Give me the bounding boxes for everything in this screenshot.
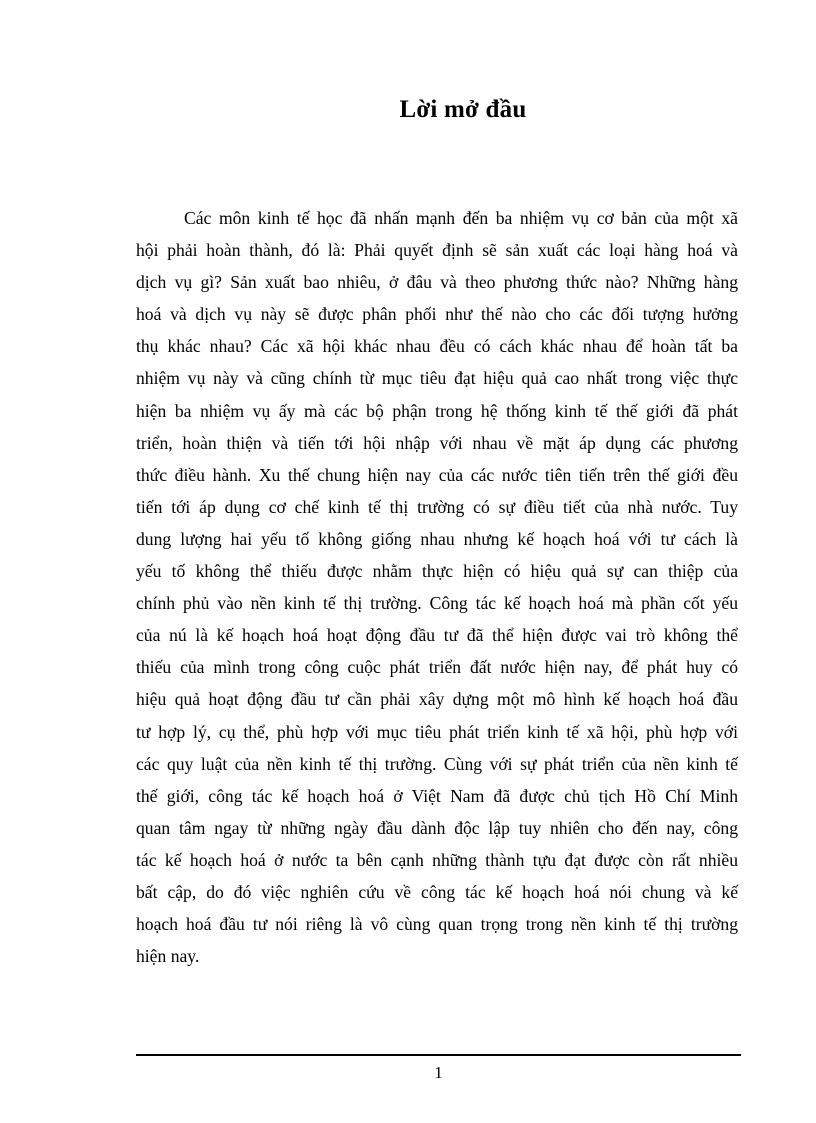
paragraph-line: thụ khác nhau? Các xã hội khác nhau đều có cách khác nhau để hoàn tất ba [136,336,738,357]
paragraph-line: bất cập, do đó việc nghiên cứu về công tác kế hoạch hoá nói chung và kế [136,881,738,902]
paragraph-line: các quy luật của nền kinh tế thị trường. Cùng với sự phát triển của nền kinh tế [136,753,738,774]
paragraph-line: dung lượng hai yếu tố không giống nhau nhưng kế hoạch hoá với tư cách là [136,528,738,549]
paragraph-line: triển, hoàn thiện và tiến tới hội nhập với nhau về mặt áp dụng các phương [136,432,738,453]
paragraph-line: thế giới, công tác kế hoạch hoá ở Việt Nam đã được chủ tịch Hồ Chí Minh [136,785,738,806]
paragraph-line: thiếu của mình trong công cuộc phát triển đất nước hiện nay, để phát huy có [136,657,738,678]
paragraph-line: của nú là kế hoạch hoá hoạt động đầu tư đã thể hiện được vai trò không thể [136,625,738,646]
intro-paragraph [136,204,738,974]
paragraph-line: Các môn kinh tế học đã nhấn mạnh đến ba nhiệm vụ cơ bản của một xã [184,208,738,228]
paragraph-line: nhiệm vụ này và cũng chính từ mục tiêu đạt hiệu quả cao nhất trong việc thực [136,368,738,389]
paragraph-line: hoạch hoá đầu tư nói riêng là vô cùng quan trọng trong nền kinh tế thị trường [136,914,738,935]
paragraph-line: dịch vụ gì? Sản xuất bao nhiêu, ở đâu và theo phương thức nào? Những hàng [136,272,738,293]
paragraph-line: hoá và dịch vụ này sẽ được phân phối như thế nào cho các đối tượng hưởng [136,304,738,325]
paragraph-line: quan tâm ngay từ những ngày đầu dành độc lập tuy nhiên cho đến nay, công [136,817,738,838]
paragraph-line: hiện nay. [136,946,200,967]
paragraph-line: hội phải hoàn thành, đó là: Phải quyết định sẽ sản xuất các loại hàng hoá và [136,240,738,261]
paragraph-line: tiến tới áp dụng cơ chế kinh tế thị trường có sự điều tiết của nhà nước. Tuy [136,496,738,517]
paragraph-line: thức điều hành. Xu thế chung hiện nay của các nước tiên tiến trên thế giới đều [136,464,738,485]
paragraph-line: hiệu quả hoạt động đầu tư cần phải xây dựng một mô hình kế hoạch hoá đầu [136,689,738,710]
paragraph-line: tác kế hoạch hoá ở nước ta bên cạnh những thành tựu đạt được còn rất nhiều [136,849,738,870]
footer-divider [136,1054,741,1056]
paragraph-line: tư hợp lý, cụ thể, phù hợp với mục tiêu phát triển kinh tế xã hội, phù hợp với [136,721,738,742]
page-title: Lời mở đầu [399,96,527,123]
page-number: 1 [434,1063,443,1082]
paragraph-line: hiện ba nhiệm vụ ấy mà các bộ phận trong hệ thống kinh tế thế giới đã phát [136,400,738,421]
paragraph-line: chính phủ vào nền kinh tế thị trường. Công tác kế hoạch hoá mà phần cốt yếu [136,593,738,614]
paragraph-line: yếu tố không thể thiếu được nhằm thực hiện có hiệu quả sự can thiệp của [136,561,738,582]
